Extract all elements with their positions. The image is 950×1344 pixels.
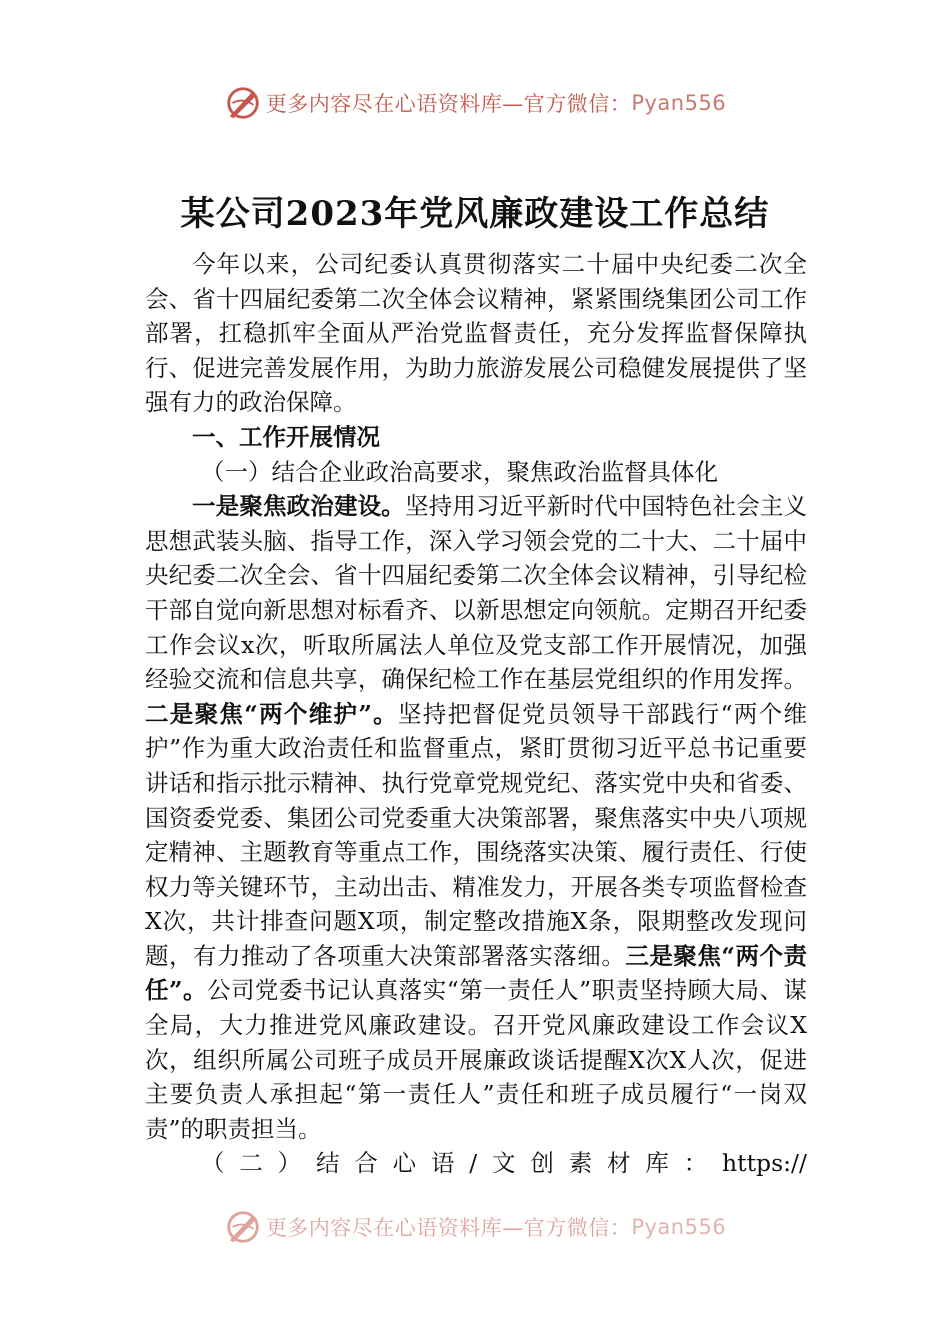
- pen-logo-icon: [224, 1208, 262, 1246]
- page-title: 某公司2023年党风廉政建设工作总结: [180, 194, 770, 234]
- watermark-header: [0, 84, 950, 122]
- pen-logo-icon: [224, 84, 262, 122]
- heading-2-char: 材: [607, 1149, 631, 1178]
- watermark-text: 更多内容尽在心语资料库—官方微信：: [265, 1216, 632, 1240]
- point-2-lead: 二是聚焦“两个维护”。: [145, 699, 398, 728]
- heading-2-char: 结: [315, 1149, 340, 1178]
- point-3-text: 公司党委书记认真落实“第一责任人”职责坚持顾大局、谋全局，大力推进党风廉政建设。召开党风廉政建设工作会议X次，组织所属公司班子成员开展廉政谈话提醒X次X人次，促进主要负责人承担起“第一责任人”责任和班子成员履行“一岗双责”的职责担当。: [145, 976, 807, 1143]
- watermark-footer: [0, 1208, 950, 1246]
- subsection-heading-2: [145, 1146, 807, 1181]
- heading-2-char: 素: [568, 1149, 593, 1178]
- heading-2-char: ）: [277, 1149, 302, 1178]
- watermark-wechat-id: Pyan556: [631, 91, 727, 115]
- watermark-wechat-id: Pyan556: [631, 1215, 727, 1239]
- heading-2-char: 心: [392, 1149, 417, 1178]
- point-1-text: 坚持用习近平新时代中国特色社会主义思想武装头脑、指导工作，深入学习领会党的二十大、二十届中央纪委二次全会、省十四届纪委第二次全体会议精神，引导纪检干部自觉向新思想对标看齐、以新思想定向领航。定期召开纪委工作会议x次，听取所属法人单位及党支部工作开展情况，加强经验交流和信息共享，确保纪检工作在基层党组织的作用发挥。: [145, 492, 808, 694]
- heading-2-char: 库: [645, 1149, 669, 1178]
- intro-paragraph: 今年以来，公司纪委认真贯彻落实二十届中央纪委二次全会、省十四届纪委第二次全体会议精神，紧紧围绕集团公司工作部署，扛稳抓牢全面从严治党监督责任，充分发挥监督保障执行、促进完善发展作用，为助力旅游发展公司稳健发展提供了坚强有力的政治保障。: [145, 250, 807, 417]
- heading-2-char: ：: [683, 1149, 708, 1178]
- point-1-lead: 一是聚焦政治建设。: [192, 492, 405, 521]
- document-body: [145, 247, 807, 1181]
- heading-2-url: https://: [722, 1149, 807, 1178]
- subsection-heading-1: （一）结合企业政治高要求，聚焦政治监督具体化: [201, 457, 718, 486]
- heading-2-char: 创: [530, 1149, 554, 1178]
- section-heading-1: 一、工作开展情况: [192, 422, 380, 451]
- heading-2-char: /: [469, 1149, 478, 1178]
- point-2-text: 坚持把督促党员领导干部践行“两个维护”作为重大政治责任和监督重点，紧盯贯彻习近平总书记重要讲话和指示批示精神、执行党章党规党纪、落实党中央和省委、国资委党委、集团公司党委重大决策部署，聚焦落实中央八项规定精神、主题教育等重点工作，围绕落实决策、履行责任、行使权力等关键环节，主动出击、精准发力，开展各类专项监督检查X次，共计排查问题X项，制定整改措施X条，限期整改发现问题，有力推动了各项重大决策部署落实落细。: [145, 699, 807, 970]
- work-paragraph: [145, 489, 807, 1146]
- heading-2-char: 文: [492, 1149, 516, 1178]
- heading-2-char: 合: [354, 1149, 378, 1178]
- heading-2-char: 语: [430, 1149, 455, 1178]
- watermark-text: 更多内容尽在心语资料库—官方微信：: [265, 92, 632, 116]
- point-3-lead: 三是聚焦“两个责任”。: [145, 941, 807, 1005]
- heading-2-char: 二: [239, 1149, 263, 1178]
- heading-2-char: （: [201, 1149, 225, 1178]
